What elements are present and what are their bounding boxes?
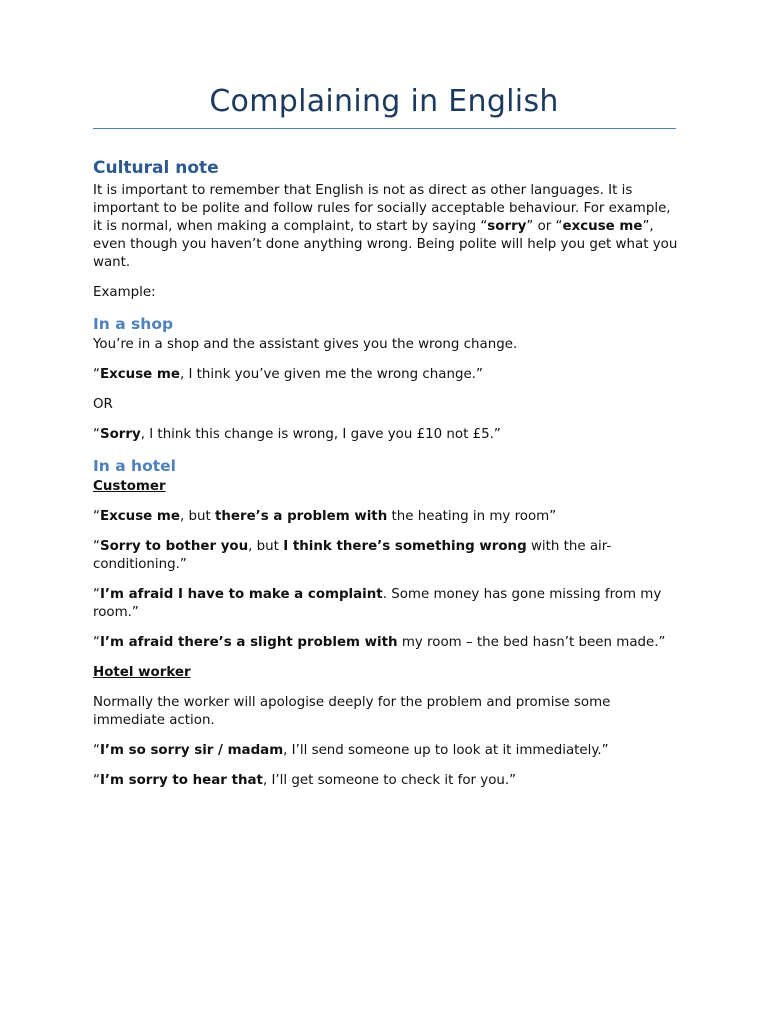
phrase-bold: I’m so sorry sir / madam [99, 743, 284, 758]
page-title: Complaining in English [209, 84, 559, 119]
cultural-note-heading: Cultural note [93, 158, 219, 178]
keyword-sorry: sorry [487, 219, 527, 234]
customer-phrase-3 [93, 586, 683, 622]
example-label: Example: [93, 285, 156, 300]
shop-phrase-2 [93, 426, 683, 444]
shop-intro: You’re in a shop and the assistant gives you the wrong change. [93, 337, 518, 352]
quote-mark: “ [93, 367, 100, 382]
quote-mark: “ [93, 539, 100, 554]
shop-heading: In a shop [93, 315, 174, 333]
phrase-text: , but [248, 539, 284, 554]
worker-phrase-1 [93, 742, 683, 760]
shop-phrase-1 [93, 366, 683, 384]
phrase-text: with the air-conditioning.” [93, 539, 612, 572]
hotel-worker-intro: Normally the worker will apologise deeply for the problem and promise some immediate action. [93, 695, 611, 728]
phrase-bold: Excuse me [99, 509, 180, 524]
or-label: OR [93, 397, 113, 412]
cultural-note-text: ”, even though you haven’t done anything wrong. Being polite will help you get what you want. [93, 219, 678, 270]
phrase-text: , I think this change is wrong, I gave you £10 not £5.” [140, 427, 501, 442]
hotel-worker-label: Hotel worker [93, 665, 191, 680]
phrase-text: , but [179, 509, 215, 524]
worker-phrase-2 [93, 772, 683, 790]
customer-phrase-2 [93, 538, 683, 574]
phrase-text: my room – the bed hasn’t been made.” [397, 635, 666, 650]
customer-label: Customer [93, 479, 166, 494]
keyword-excuse-me: excuse me [562, 219, 643, 234]
phrase-bold: there’s a problem with [214, 509, 388, 524]
phrase-bold: Sorry to bother you [99, 539, 249, 554]
phrase-bold: I think there’s something wrong [283, 539, 527, 554]
quote-mark: “ [93, 773, 100, 788]
quote-mark: “ [93, 427, 100, 442]
phrase-bold: Excuse me [99, 367, 180, 382]
customer-phrase-1 [93, 508, 683, 526]
quote-mark: “ [93, 587, 100, 602]
phrase-bold: Sorry [99, 427, 141, 442]
phrase-text: , I think you’ve given me the wrong change.” [179, 367, 483, 382]
document-body [93, 156, 683, 802]
phrase-bold: I’m sorry to hear that [99, 773, 263, 788]
hotel-heading: In a hotel [93, 457, 176, 475]
cultural-note-text: It is important to remember that English is not as direct as other languages. It is important to be polite and follow rules for socially acceptable behaviour. For example, it is normal, when making a complaint, to start by saying “ [93, 183, 671, 234]
quote-mark: “ [93, 743, 100, 758]
phrase-bold: I’m afraid there’s a slight problem with [99, 635, 398, 650]
cultural-note-text: ” or “ [526, 219, 563, 234]
cultural-note-paragraph [93, 182, 683, 272]
phrase-text: , I’ll get someone to check it for you.” [262, 773, 517, 788]
phrase-text: . Some money has gone missing from my room.” [93, 587, 662, 620]
customer-phrase-4 [93, 634, 683, 652]
phrase-text: , I’ll send someone up to look at it immediately.” [283, 743, 609, 758]
title-divider [93, 128, 676, 129]
phrase-bold: I’m afraid I have to make a complaint [99, 587, 383, 602]
quote-mark: “ [93, 635, 100, 650]
phrase-text: the heating in my room” [387, 509, 557, 524]
quote-mark: “ [93, 509, 100, 524]
